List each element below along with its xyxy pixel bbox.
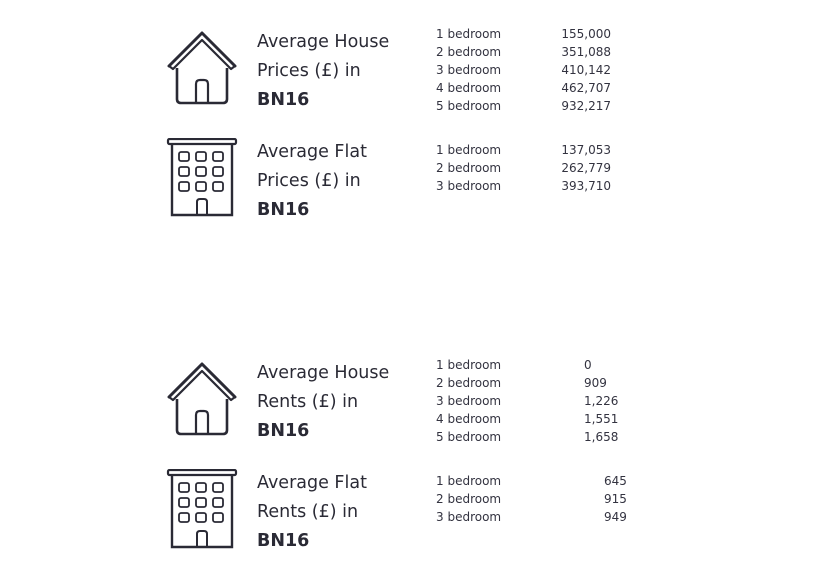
house-prices-table — [436, 25, 666, 115]
bedroom-label: 2 bedroom — [436, 376, 502, 390]
bedroom-label: 4 bedroom — [436, 81, 502, 95]
table-row — [436, 508, 666, 526]
area-code: BN16 — [257, 531, 310, 551]
price-value: 137,053 — [561, 143, 611, 157]
title-line-1: Average House — [257, 363, 390, 383]
table-row — [436, 43, 666, 61]
house-rents-title — [257, 359, 427, 446]
house-icon — [166, 359, 238, 439]
title-line-2: Rents (£) in — [257, 502, 359, 522]
title-line-1: Average House — [257, 32, 390, 52]
rent-value: 1,226 — [584, 394, 619, 408]
flat-rents-table — [436, 472, 666, 526]
price-value: 932,217 — [561, 99, 611, 113]
bedroom-label: 5 bedroom — [436, 430, 502, 444]
bedroom-label: 2 bedroom — [436, 161, 502, 175]
bedroom-label: 3 bedroom — [436, 394, 502, 408]
house-prices-title — [257, 28, 427, 115]
house-rents-table — [436, 356, 666, 446]
bedroom-label: 3 bedroom — [436, 179, 502, 193]
bedroom-label: 5 bedroom — [436, 99, 502, 113]
area-code: BN16 — [257, 421, 310, 441]
rent-value: 915 — [604, 492, 627, 506]
table-row — [436, 61, 666, 79]
bedroom-label: 2 bedroom — [436, 45, 502, 59]
price-value: 393,710 — [561, 179, 611, 193]
bedroom-label: 1 bedroom — [436, 143, 502, 157]
house-icon — [166, 28, 238, 108]
title-line-2: Prices (£) in — [257, 171, 361, 191]
bedroom-label: 1 bedroom — [436, 474, 502, 488]
table-row — [436, 25, 666, 43]
table-row — [436, 141, 666, 159]
table-row — [436, 79, 666, 97]
bedroom-label: 3 bedroom — [436, 63, 502, 77]
table-row — [436, 392, 666, 410]
bedroom-label: 2 bedroom — [436, 492, 502, 506]
table-row — [436, 472, 666, 490]
rent-value: 0 — [584, 358, 592, 372]
bedroom-label: 4 bedroom — [436, 412, 502, 426]
title-line-2: Rents (£) in — [257, 392, 359, 412]
rent-value: 949 — [604, 510, 627, 524]
flat-prices-table — [436, 141, 666, 195]
table-row — [436, 410, 666, 428]
rent-value: 909 — [584, 376, 607, 390]
rent-value: 1,551 — [584, 412, 619, 426]
apartment-building-icon — [166, 469, 238, 549]
table-row — [436, 428, 666, 446]
bedroom-label: 1 bedroom — [436, 27, 502, 41]
rent-value: 645 — [604, 474, 627, 488]
price-value: 462,707 — [561, 81, 611, 95]
title-line-2: Prices (£) in — [257, 61, 361, 81]
price-value: 410,142 — [561, 63, 611, 77]
apartment-building-icon — [166, 138, 238, 218]
area-code: BN16 — [257, 200, 310, 220]
table-row — [436, 97, 666, 115]
table-row — [436, 356, 666, 374]
price-value: 351,088 — [561, 45, 611, 59]
flat-rents-title — [257, 469, 427, 556]
title-line-1: Average Flat — [257, 142, 367, 162]
price-value: 262,779 — [561, 161, 611, 175]
table-row — [436, 177, 666, 195]
price-value: 155,000 — [561, 27, 611, 41]
flat-prices-title — [257, 138, 427, 225]
bedroom-label: 3 bedroom — [436, 510, 502, 524]
rent-value: 1,658 — [584, 430, 619, 444]
bedroom-label: 1 bedroom — [436, 358, 502, 372]
table-row — [436, 374, 666, 392]
table-row — [436, 159, 666, 177]
area-code: BN16 — [257, 90, 310, 110]
title-line-1: Average Flat — [257, 473, 367, 493]
table-row — [436, 490, 666, 508]
